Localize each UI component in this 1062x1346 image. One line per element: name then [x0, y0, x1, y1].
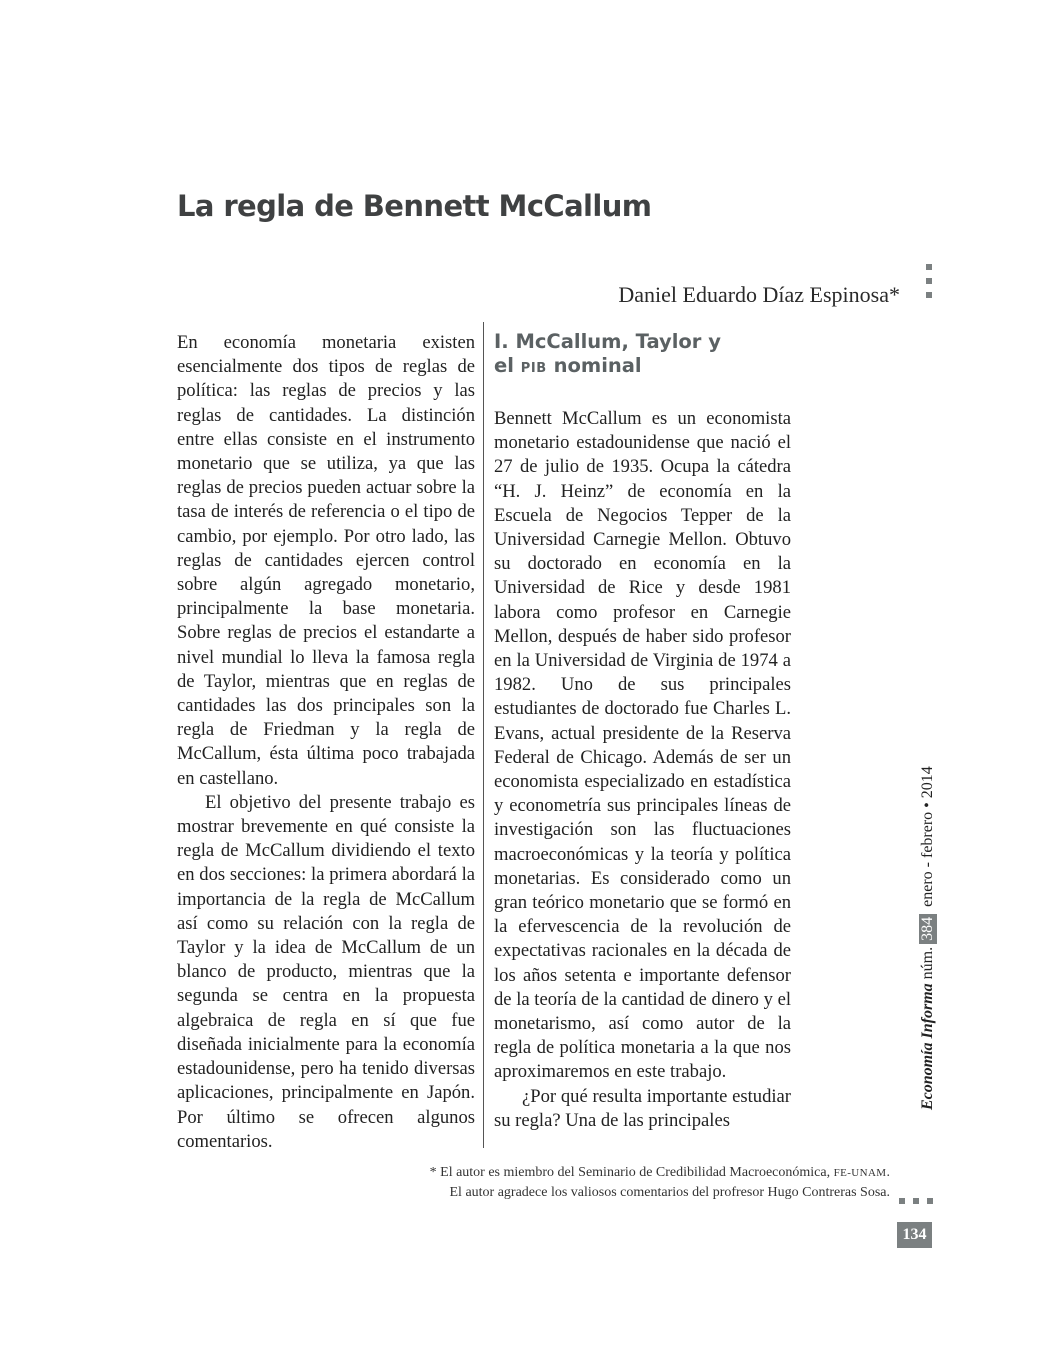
ornament-dot — [926, 264, 932, 270]
body-paragraph-1: Bennett McCallum es un economista monetario estadounidense que nació el 27 de julio de 1935. Ocupa la cátedra “H. J. Heinz” de economía en la Escuela de Negocios Tepper de la Universidad Carnegie Mellon. Obtuvo su doctorado en economía en la Universidad de Rice y desde 1981 labora como profesor en Carnegie Mellon, después de haber sido profesor en la Universidad de Virginia de 1974 a 1982. Uno de sus principales estudiantes de doctorado fue Charles L. Evans, actual presidente de la Reserva Federal de Chicago. Además de ser un economista especializado en estadística y econometría sus principales líneas de investigación son las fluctuaciones macroeconómicas y la teoría y política monetarias. Es considerado como un gran teórico monetario que se formó en la efervescencia de la revolución de expectativas racionales en la década de los años setenta e importante defensor de la teoría de la cantidad de dinero y el monetarismo, así como autor de la regla de política monetaria a la que nos aproximaremos en este trabajo. — [494, 408, 791, 1083]
vertical-dots-ornament — [926, 264, 932, 306]
section-heading-line2-post: nominal — [553, 354, 642, 377]
ornament-dot — [926, 278, 932, 284]
issue-period: enero - febrero • 2014 — [919, 766, 936, 907]
body-paragraph-2: ¿Por qué resulta importante estudiar su regla? Una de las principales — [494, 1085, 791, 1131]
right-column — [494, 330, 791, 1133]
author-name: Daniel Eduardo Díaz Espinosa* — [618, 282, 900, 307]
ornament-dot — [913, 1198, 919, 1204]
ornament-dot — [899, 1198, 905, 1204]
section-heading-abbr: PIB — [520, 361, 547, 376]
issue-number-badge: 384 — [919, 914, 937, 944]
footnote-line-1-text: * El autor es miembro del Seminario de Credibilidad Macroeconómica, — [429, 1165, 831, 1180]
section-heading-line1: I. McCallum, Taylor y — [494, 330, 721, 353]
horizontal-dots-ornament — [899, 1189, 941, 1208]
left-column — [177, 331, 475, 1154]
section-heading-line2-pre: el — [494, 354, 514, 377]
intro-paragraph-2: El objetivo del presente trabajo es mostrar brevemente en qué consiste la regla de McCallum dividiendo el texto en dos secciones: la primera abordará la importancia de la regla de McCallum así como su relación con la regla de Taylor y la idea de McCallum de un blanco de producto, mientras que la segunda se centra en la propuesta algebraica de regla en sí que fue diseñada inicialmente para la economía estadounidense, pero ha tenido diversas aplicaciones, principalmente en Japón. Por último se ofrecen algunos comentarios. — [177, 791, 475, 1152]
section-heading — [494, 330, 791, 381]
issue-num-label: núm. — [919, 946, 936, 980]
page-number-badge: 134 — [897, 1222, 932, 1248]
footnote-institution-abbr: FE-UNAM — [833, 1167, 887, 1179]
journal-side-label — [919, 766, 937, 1110]
journal-name: Economía Informa — [919, 983, 936, 1110]
article-title: La regla de Bennett McCallum — [177, 189, 652, 224]
footnote-line-1-end: . — [886, 1165, 890, 1180]
column-divider — [483, 322, 484, 1148]
ornament-dot — [927, 1198, 933, 1204]
intro-paragraph-1: En economía monetaria existen esencialmente dos tipos de reglas de política: las reglas de precios y las reglas de cantidades. La distinción entre ellas consiste en el instrumento monetario que se utiliza, ya que las reglas de precios pueden actuar sobre la tasa de interés de referencia o el tipo de cambio, por ejemplo. Por otro lado, las reglas de cantidades ejercen control sobre algún agregado monetario, principalmente la base monetaria. Sobre reglas de precios el estandarte a nivel mundial lo lleva la famosa regla de Taylor, mientras que en reglas de cantidades las dos principales son la regla de Friedman y la regla de McCallum, ésta última poco trabajada en castellano. — [177, 332, 475, 789]
footnote — [320, 1163, 890, 1203]
ornament-dot — [926, 292, 932, 298]
footnote-line-2: El autor agradece los valiosos comentarios del profresor Hugo Contreras Sosa. — [449, 1185, 890, 1200]
footnote-line-1 — [320, 1163, 890, 1183]
